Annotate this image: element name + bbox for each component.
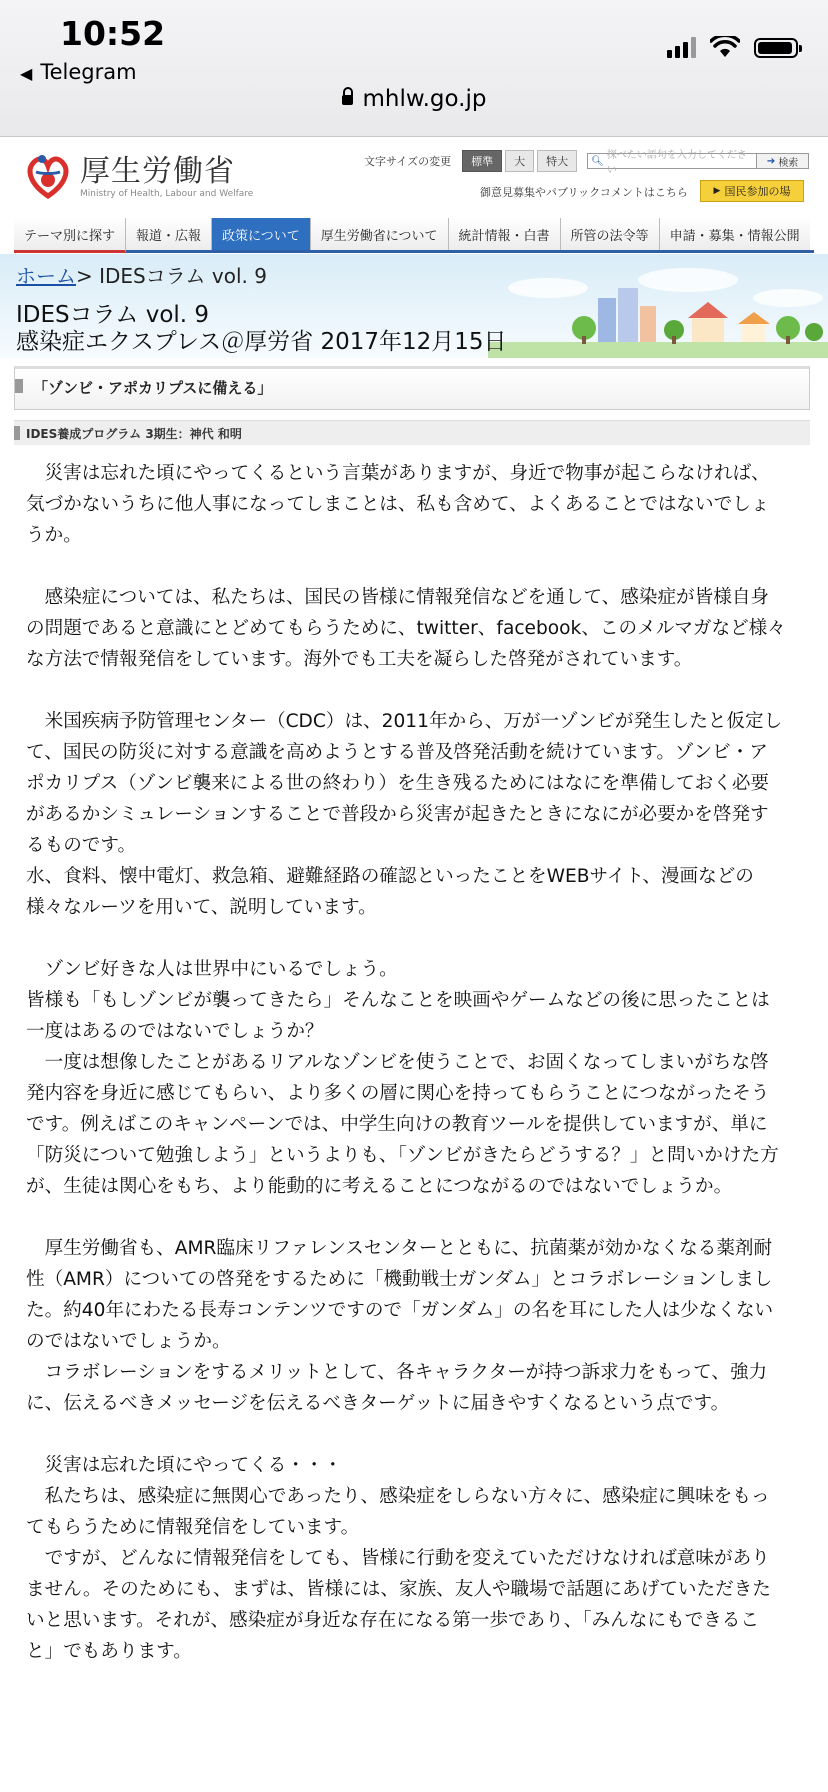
site-header xyxy=(0,138,828,214)
search-button-label: 検索 xyxy=(778,157,799,169)
breadcrumb-home-link[interactable]: ホーム xyxy=(16,264,76,288)
article-paragraph xyxy=(26,923,786,954)
search-placeholder: 探べたい語句を入力してください xyxy=(606,150,747,176)
participate-label: 国民参加の場 xyxy=(724,185,791,198)
section-heading xyxy=(14,366,810,410)
wifi-icon xyxy=(710,36,740,58)
article-body xyxy=(26,458,786,1667)
nav-item-about[interactable]: 厚生労働省について xyxy=(311,218,449,250)
town-illustration xyxy=(488,258,828,358)
mhlw-logo-icon xyxy=(22,150,74,204)
article-paragraph: 私たちは、感染症に無関心であったり、感染症をしらない方々に、感染症に興味をもってもらうために情報発信をしています。 xyxy=(26,1486,770,1538)
arrow-right-icon: ➔ xyxy=(766,155,776,167)
article-paragraph: コラボレーションをするメリットとして、各キャラクターが持つ訴求力をもって、強力に、伝えるべきメッセージを伝えるべきターゲットに届きやすくなるという点です。 xyxy=(26,1362,768,1414)
article-paragraph: 一度は想像したことがあるリアルなゾンビを使うことで、お固くなってしまいがちな啓発内容を身近に感じてもらい、より多くの層に関心を持ってもらうことにつながったそうです。例えばこのキャンペーンでは、中学生向けの教育ツールを提供していますが、単に「防災について勉強しよう」というよりも、「ゾンビがきたらどうする？」と問いかけた方が、生徒は関心をもち、より能動的に考えることにつながるのではないでしょうか。 xyxy=(26,1052,779,1197)
font-size-xlarge-button[interactable]: 特大 xyxy=(537,150,577,172)
browser-status-bar xyxy=(0,0,828,137)
logo-title: 厚生労働省 xyxy=(80,154,235,189)
nav-item-applications[interactable]: 申請・募集・情報公開 xyxy=(660,218,810,250)
lock-icon xyxy=(342,95,353,105)
article-paragraph: 厚生労働省も、AMR臨床リファレンスセンターとともに、抗菌薬が効かなくなる薬剤耐性（AMR）についての啓発をするために「機動戦士ガンダム」とコラボレーションしました。約40年にわたる長寿コンテンツですので「ガンダム」の名を耳にした人は少なくないのではないでしょうか。 xyxy=(26,1238,774,1352)
site-logo[interactable] xyxy=(22,150,253,204)
section-heading-text: 「ゾンビ・アポカリプスに備える」 xyxy=(33,379,273,397)
font-size-large-button[interactable]: 大 xyxy=(505,150,534,172)
address-bar[interactable] xyxy=(0,86,828,112)
back-triangle-icon: ◀ xyxy=(20,64,33,83)
system-icons xyxy=(667,36,798,58)
breadcrumb-current: > IDESコラム vol. 9 xyxy=(76,264,267,288)
font-size-standard-button[interactable]: 標準 xyxy=(462,150,502,172)
battery-icon xyxy=(754,38,798,58)
cellular-signal-icon xyxy=(667,36,696,58)
participate-button[interactable] xyxy=(700,180,804,202)
nav-item-policy[interactable]: 政策について xyxy=(212,218,311,250)
article-paragraph: 皆様も「もしゾンビが襲ってきたら」そんなことを映画やゲームなどの後に思ったことは一度はあるのではないでしょうか？ xyxy=(26,990,770,1042)
article-paragraph: 水、食料、懐中電灯、救急箱、避難経路の確認といったことをWEBサイト、漫画などの様々なルーツを用いて、説明しています。 xyxy=(26,866,754,918)
clock: 10:52 xyxy=(60,14,166,53)
back-to-app-button[interactable] xyxy=(20,60,137,84)
nav-item-press[interactable]: 報道・広報 xyxy=(126,218,212,250)
nav-item-laws[interactable]: 所管の法令等 xyxy=(561,218,660,250)
article-paragraph: 米国疾病予防管理センター（CDC）は、2011年から、万が一ゾンビが発生したと仮定して、国民の防災に対する意識を高めようとする普及啓発活動を続けています。ゾンビ・アポカリプス（ゾンビ襲来による世の終わり）を生き残るためにはなにを準備しておく必要があるかシミュレーションすることで普段から災害が起きたときになにが必要かを啓発するものです。 xyxy=(26,711,783,856)
author-marker xyxy=(14,426,20,440)
article-paragraph: 感染症については、私たちは、国民の皆様に情報発信などを通して、感染症が皆様自身の問題であると意識にとどめてもらうために、twitter、facebook、このメルマガなど様々な方法で情報発信をしています。海外でも工夫を凝らした啓発がされています。 xyxy=(26,587,786,670)
page-title-line2: 感染症エクスプレス＠厚労省 2017年12月15日 xyxy=(16,329,507,355)
font-size-controls xyxy=(364,150,809,176)
heading-marker xyxy=(15,379,23,393)
author-heading xyxy=(14,420,810,445)
font-size-label: 文字サイズの変更 xyxy=(364,155,452,168)
arrow-icon: ▶ xyxy=(713,186,721,196)
main-nav xyxy=(14,218,814,253)
article-paragraph xyxy=(26,1202,786,1233)
page-title xyxy=(16,302,507,356)
page-hero xyxy=(0,254,828,358)
article-paragraph: ゾンビ好きな人は世界中にいるでしょう。 xyxy=(26,959,398,980)
article-paragraph xyxy=(26,1419,786,1450)
search-button[interactable] xyxy=(757,153,809,169)
breadcrumb xyxy=(16,260,267,289)
article-paragraph: ですが、どんなに情報発信をしても、皆様に行動を変えていただけなければ意味がありません。そのためにも、まずは、皆様には、家族、友人や職場で話題にあげていただきたいと思います。それが、感染症が身近な存在になる第一歩であり、「みんなにもできること」でもあります。 xyxy=(26,1548,771,1662)
search-icon: 🔍︎ xyxy=(591,155,604,167)
article-paragraph: 災害は忘れた頃にやってくる・・・ xyxy=(26,1455,343,1476)
author-text: IDES養成プログラム 3期生：神代 和明 xyxy=(26,427,242,441)
public-comment-link[interactable]: 御意見募集やパブリックコメントはこちら xyxy=(480,186,688,199)
nav-item-statistics[interactable]: 統計情報・白書 xyxy=(449,218,561,250)
nav-item-themes[interactable]: テーマ別に探す xyxy=(14,218,126,253)
search-input[interactable] xyxy=(587,150,757,176)
article-paragraph: 災害は忘れた頃にやってくるという言葉がありますが、身近で物事が起こらなければ、気づかないうちに他人事になってしまことは、私も含めて、よくあることではないでしょうか。 xyxy=(26,463,770,546)
back-app-label: Telegram xyxy=(40,60,137,84)
page-title-line1: IDESコラム vol. 9 xyxy=(16,302,210,328)
logo-subtitle: Ministry of Health, Labour and Welfare xyxy=(80,189,254,199)
article-paragraph xyxy=(26,675,786,706)
article-paragraph xyxy=(26,551,786,582)
url-text: mhlw.go.jp xyxy=(362,86,487,112)
